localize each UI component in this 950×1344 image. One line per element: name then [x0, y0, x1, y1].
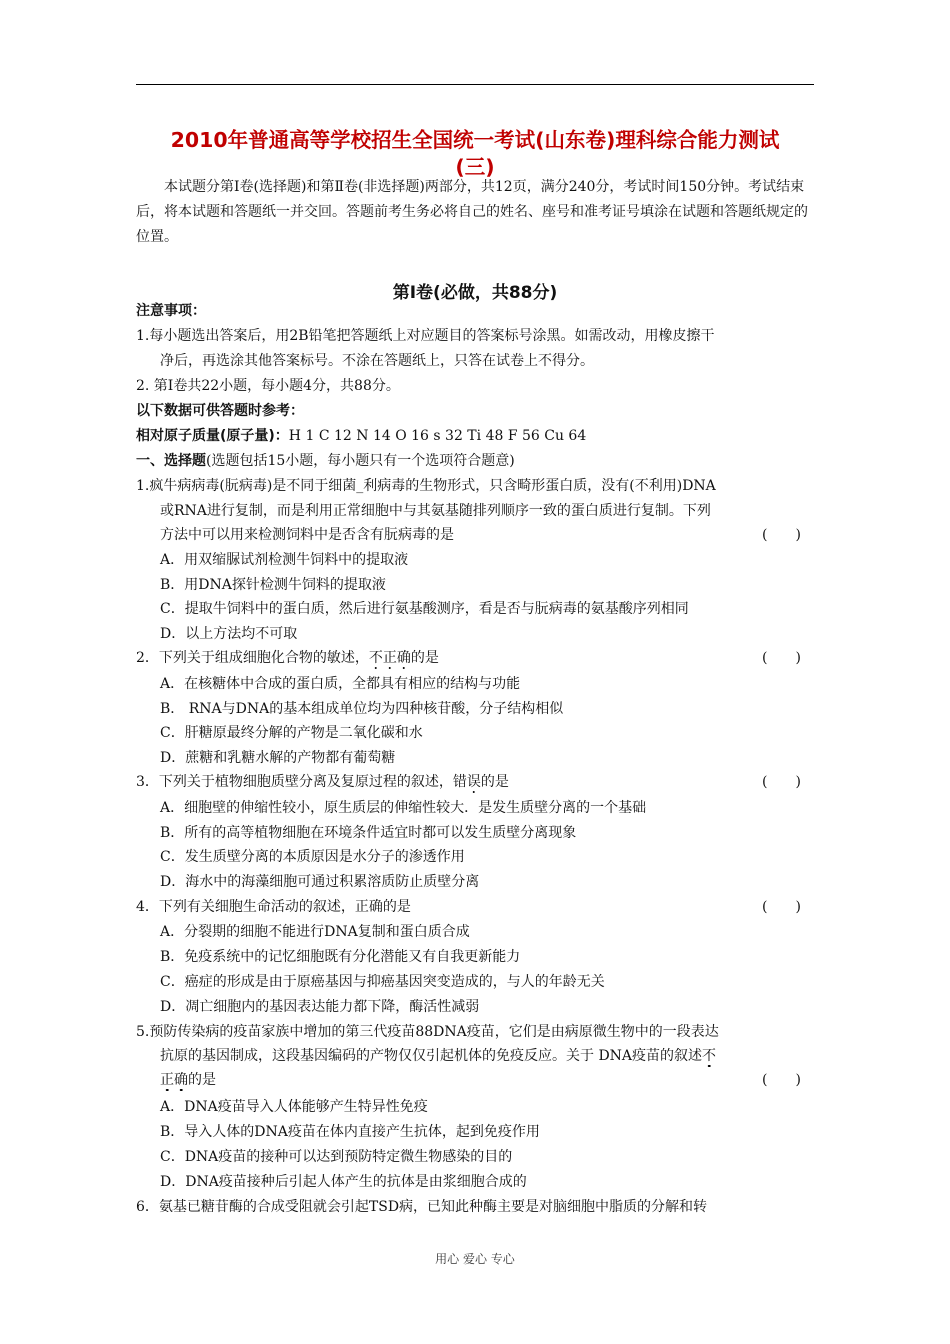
notes-heading: 注意事项： — [136, 303, 206, 319]
note-1-cont: 净后，再选涂其他答案标号。不涂在答题纸上，只答在试卷上不得分。 — [160, 353, 594, 369]
q4-option-c: C．癌症的形成是由于原癌基因与抑癌基因突变造成的，与人的年龄无关 — [160, 974, 605, 990]
q4-option-a: A．分裂期的细胞不能进行DNA复制和蛋白质合成 — [160, 924, 470, 940]
q2-emphasis-3: 确 — [396, 650, 411, 666]
note-2: 2. 第Ⅰ卷共22小题，每小题4分，共88分。 — [136, 378, 400, 394]
q1-line2: 或RNA进行复制，而是利用正常细胞中与其氨基随排列顺序一致的蛋白质进行复制。下列 — [160, 503, 711, 519]
q4-option-b: B．免疫系统中的记忆细胞既有分化潜能又有自我更新能力 — [160, 949, 521, 965]
exam-intro: 本试题分第Ⅰ卷(选择题)和第Ⅱ卷(非选择题)两部分，共12页，满分240分，考试时间150分钟。考试结束后，将本试题和答题纸一并交回。答题前考生务必将自己的姓名、座号和准考证号填涂在试题和答题纸规定的位置。 — [136, 179, 808, 245]
exam-subtitle: (三) — [455, 155, 495, 179]
q5-line2-text: 抗原的基因制成，这段基因编码的产物仅仅引起机体的免疫反应。关于 DNA疫苗的叙述 — [160, 1048, 703, 1064]
mc-desc: (选题包括15小题，每小题只有一个选项符合题意) — [206, 453, 515, 469]
q1-option-d: D．以上方法均不可取 — [160, 626, 298, 642]
q4-option-d: D．凋亡细胞内的基因表达能力都下降，酶活性减弱 — [160, 999, 480, 1015]
page-footer: 用心 爱心 专心 — [435, 1252, 515, 1266]
section-title: 第Ⅰ卷(必做，共88分) — [392, 283, 558, 303]
q1-option-a: A．用双缩脲试剂检测牛饲料中的提取液 — [160, 552, 409, 568]
atomic-mass-line — [136, 425, 814, 447]
q1-option-c: C．提取牛饲料中的蛋白质，然后进行氨基酸测序，看是否与朊病毒的氨基酸序列相同 — [160, 601, 689, 617]
header-rule — [136, 84, 814, 85]
q5-emphasis-1: 不 — [702, 1048, 717, 1064]
q3-emphasis-2: 误 — [466, 774, 481, 790]
q1-option-b: B．用DNA探针检测牛饲料的提取液 — [160, 577, 386, 593]
atomic-label: 相对原子质量(原子量)： — [136, 428, 289, 444]
q5-option-a: A．DNA疫苗导入人体能够产生特异性免疫 — [160, 1099, 428, 1115]
q2-option-d: D．蔗糖和乳糖水解的产物都有葡萄糖 — [160, 750, 396, 766]
q3-stem — [136, 771, 814, 793]
q2-option-c: C．肝糖原最终分解的产物是二氧化碳和水 — [160, 725, 423, 741]
atomic-values: H 1 C 12 N 14 O 16 s 32 Ti 48 F 56 Cu 64 — [288, 428, 587, 444]
q5-option-c: C．DNA疫苗的接种可以达到预防特定微生物感染的目的 — [160, 1149, 513, 1165]
q2-option-a: A．在核糖体中合成的蛋白质，全都具有相应的结构与功能 — [160, 676, 521, 692]
q5-line1: 5.预防传染病的疫苗家族中增加的第三代疫苗88DNA疫苗，它们是由病原微生物中的一段表达 — [136, 1024, 719, 1040]
q4-stem: 4．下列有关细胞生命活动的叙述，正确的是 — [136, 899, 411, 915]
data-heading: 以下数据可供答题时参考： — [136, 403, 304, 419]
mc-heading — [136, 450, 814, 472]
q3-stem-text: 3．下列关于植物细胞质壁分离及复原过程的叙述， — [136, 774, 453, 790]
q5-line3-end: 的是 — [188, 1072, 216, 1088]
q6-line1: 6．氨基已糖苷酶的合成受阻就会引起TSD病，已知此种酶主要是对脑细胞中脂质的分解和转 — [136, 1199, 708, 1215]
q2-emphasis-2: 正 — [382, 650, 397, 666]
mc-label: 一、选择题 — [136, 453, 206, 469]
q3-option-c: C．发生质壁分离的本质原因是水分子的渗透作用 — [160, 849, 465, 865]
q5-option-d: D．DNA疫苗接种后引起人体产生的抗体是由浆细胞合成的 — [160, 1174, 527, 1190]
q1-line1: 1.疯牛病病毒(朊病毒)是不同于细菌_利病毒的生物形式，只含畸形蛋白质，没有(不利用)DNA — [136, 478, 716, 494]
q3-emphasis-1: 错 — [452, 774, 467, 790]
q1-line3: 方法中可以用来检测饲料中是否含有朊病毒的是 — [160, 527, 454, 543]
q5-line2 — [160, 1045, 814, 1067]
q2-stem — [136, 647, 814, 669]
q3-option-a: A．细胞壁的伸缩性较小，原生质层的伸缩性较大．是发生质壁分离的一个基础 — [160, 800, 647, 816]
q3-option-b: B．所有的高等植物细胞在环境条件适宜时都可以发生质壁分离现象 — [160, 825, 577, 841]
q5-option-b: B．导入人体的DNA疫苗在体内直接产生抗体，起到免疫作用 — [160, 1124, 540, 1140]
q1-answer-paren: ( ) — [762, 527, 801, 543]
exam-title: 2010年普通高等学校招生全国统一考试(山东卷)理科综合能力测试 — [170, 128, 780, 152]
q2-stem-text: 2．下列关于组成细胞化合物的敏述， — [136, 650, 369, 666]
q3-stem-end: 的是 — [480, 774, 509, 790]
q2-emphasis-1: 不 — [368, 650, 383, 666]
q2-stem-end: 的是 — [410, 650, 439, 666]
q5-emphasis-2: 正 — [160, 1072, 174, 1088]
q5-line3 — [160, 1069, 814, 1091]
q5-answer-paren: ( ) — [762, 1072, 801, 1088]
q4-answer-paren: ( ) — [762, 899, 801, 915]
note-1: 1.每小题选出答案后，用2B铅笔把答题纸上对应题目的答案标号涂黑。如需改动，用橡皮擦干 — [136, 328, 715, 344]
q5-emphasis-3: 确 — [174, 1072, 188, 1088]
q3-answer-paren: ( ) — [762, 774, 801, 790]
q2-answer-paren: ( ) — [762, 650, 801, 666]
q3-option-d: D．海水中的海藻细胞可通过积累溶质防止质壁分离 — [160, 874, 480, 890]
q2-option-b: B． RNA与DNA的基本组成单位均为四种核苷酸，分子结构相似 — [160, 701, 564, 717]
